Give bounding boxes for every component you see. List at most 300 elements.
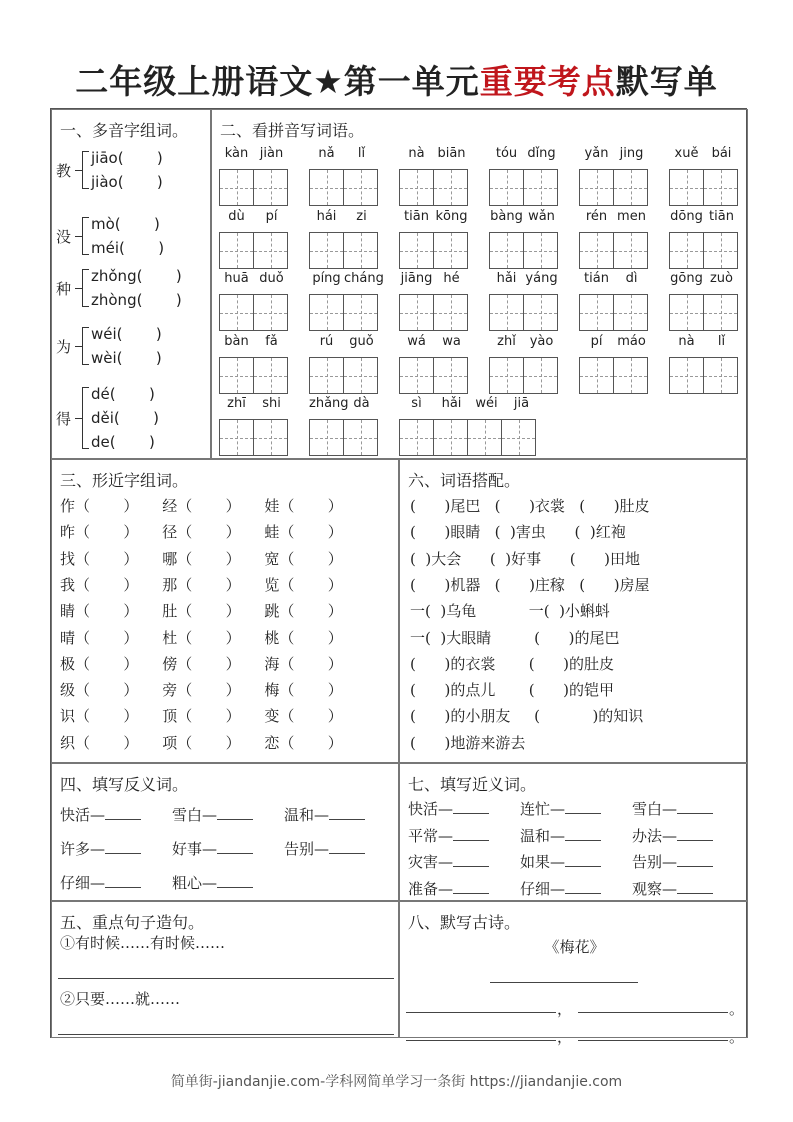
answer-blank[interactable] xyxy=(677,827,713,841)
writing-cell[interactable] xyxy=(489,169,524,206)
word-label: 观察— xyxy=(632,879,678,898)
writing-cell[interactable] xyxy=(579,294,614,331)
answer-blank[interactable] xyxy=(453,800,489,814)
tianzige-boxes xyxy=(399,169,469,206)
writing-cell[interactable] xyxy=(343,294,378,331)
writing-cell[interactable] xyxy=(399,419,434,456)
writing-cell[interactable] xyxy=(613,169,648,206)
word-label: 雪白— xyxy=(632,800,678,818)
tianzige-boxes xyxy=(399,419,539,456)
pinyin-word xyxy=(309,209,379,269)
polyphone-char: 没 xyxy=(56,227,72,246)
pinyin-syllable: wéi xyxy=(475,396,498,411)
pinyin-word xyxy=(669,271,739,331)
tianzige-boxes xyxy=(399,294,469,331)
readings xyxy=(91,146,163,194)
answer-blank[interactable] xyxy=(329,806,365,820)
writing-cell[interactable] xyxy=(579,169,614,206)
answer-blank[interactable] xyxy=(217,874,253,888)
fill-item[interactable] xyxy=(172,872,253,893)
pinyin-word xyxy=(669,334,739,394)
list-row[interactable]: 识（ ） 顶（ ） 变（ ） xyxy=(60,707,343,726)
writing-cell[interactable] xyxy=(613,357,648,394)
fill-item[interactable] xyxy=(172,804,253,825)
polyphone-item xyxy=(56,212,164,260)
section-similar-chars xyxy=(51,459,399,763)
writing-cell[interactable] xyxy=(253,419,288,456)
poem-punct: ， xyxy=(557,1028,573,1046)
pinyin-word xyxy=(309,396,379,456)
fill-item[interactable] xyxy=(284,804,365,825)
pinyin xyxy=(489,271,559,287)
word-label: 仔细— xyxy=(60,874,106,892)
writing-cell[interactable] xyxy=(489,357,524,394)
section-heading: 四、填写反义词。 xyxy=(60,775,189,794)
pinyin xyxy=(399,146,469,162)
pinyin xyxy=(219,209,289,225)
pinyin-syllable: yáng xyxy=(525,271,558,286)
answer-blank[interactable] xyxy=(453,880,489,894)
writing-cell[interactable] xyxy=(703,169,738,206)
pinyin-syllable: kōng xyxy=(435,209,468,224)
list-row[interactable]: 级（ ） 旁（ ） 梅（ ） xyxy=(60,681,343,700)
sentence-answer-line[interactable] xyxy=(58,1034,394,1035)
pinyin xyxy=(489,334,559,350)
pinyin-syllable: guǒ xyxy=(349,334,374,349)
list-row[interactable]: 极（ ） 傍（ ） 海（ ） xyxy=(60,654,343,673)
writing-cell[interactable] xyxy=(219,169,254,206)
fill-item[interactable] xyxy=(520,825,601,846)
writing-cell[interactable] xyxy=(219,232,254,269)
section-heading: 五、重点句子造句。 xyxy=(60,913,205,932)
pinyin-syllable: wa xyxy=(442,334,461,349)
pinyin xyxy=(669,209,739,225)
fill-item[interactable] xyxy=(60,872,141,893)
pinyin-syllable: shi xyxy=(262,396,281,411)
list-row[interactable]: 一( )大眼睛 ( )的尾巴 xyxy=(410,628,620,647)
fill-item[interactable] xyxy=(408,851,489,872)
writing-cell[interactable] xyxy=(309,357,344,394)
fill-item[interactable] xyxy=(172,838,253,859)
poem-line[interactable] xyxy=(578,1040,728,1041)
tianzige-boxes xyxy=(489,357,559,394)
answer-blank[interactable] xyxy=(453,827,489,841)
fill-item[interactable] xyxy=(60,804,141,825)
writing-cell[interactable] xyxy=(343,419,378,456)
list-row[interactable]: ( )的小朋友 ( )的知识 xyxy=(410,707,644,726)
pinyin-word xyxy=(489,146,559,206)
pinyin-word xyxy=(219,271,289,331)
pinyin-syllable: wǎn xyxy=(528,209,555,224)
list-row[interactable]: 一( )乌龟 一( )小蝌蚪 xyxy=(410,602,610,621)
pinyin-syllable: bàn xyxy=(224,334,249,349)
polyphone-char: 为 xyxy=(56,337,72,356)
reading-blank[interactable]: děi( ) xyxy=(91,409,159,427)
pinyin-syllable: zhǐ xyxy=(497,334,516,349)
fill-item[interactable] xyxy=(520,798,601,819)
word-label: 告别— xyxy=(284,840,330,858)
pinyin-syllable: dì xyxy=(625,271,638,286)
writing-cell[interactable] xyxy=(309,169,344,206)
writing-cell[interactable] xyxy=(433,294,468,331)
word-label: 仔细— xyxy=(520,879,566,898)
writing-cell[interactable] xyxy=(219,357,254,394)
tianzige-boxes xyxy=(669,232,739,269)
tianzige-boxes xyxy=(669,169,739,206)
pinyin xyxy=(669,146,739,162)
writing-cell[interactable] xyxy=(467,419,502,456)
reading-blank[interactable]: mò( ) xyxy=(91,215,160,233)
pinyin-syllable: dōng xyxy=(670,209,703,224)
pinyin-syllable: hé xyxy=(443,271,460,286)
pinyin-syllable: huā xyxy=(224,271,249,286)
title-main: 二年级上册语文★第一单元 xyxy=(75,62,480,101)
poem-line[interactable] xyxy=(406,1040,556,1041)
pinyin-syllable: jiàn xyxy=(259,146,284,161)
word-label: 许多— xyxy=(60,840,106,858)
polyphone-char: 教 xyxy=(56,161,72,180)
word-label: 雪白— xyxy=(172,806,218,824)
list-row[interactable]: 昨（ ） 径（ ） 蛙（ ） xyxy=(60,523,343,542)
pinyin-syllable: yào xyxy=(529,334,554,349)
writing-cell[interactable] xyxy=(523,169,558,206)
pinyin-syllable: dù xyxy=(228,209,245,224)
pinyin-syllable: bàng xyxy=(490,209,523,224)
list-row[interactable]: 我（ ） 那（ ） 览（ ） xyxy=(60,575,343,594)
poem-line[interactable] xyxy=(578,1012,728,1013)
title-end: 默写单 xyxy=(615,62,718,101)
list-row[interactable]: 作（ ） 经（ ） 娃（ ） xyxy=(60,497,343,515)
readings xyxy=(91,212,164,260)
pinyin-syllable: nà xyxy=(678,334,695,349)
pinyin-syllable: rén xyxy=(585,209,608,224)
pinyin-syllable: píng xyxy=(312,271,341,286)
writing-cell[interactable] xyxy=(489,232,524,269)
fill-item[interactable] xyxy=(284,838,365,859)
brace-icon xyxy=(82,151,89,189)
pinyin-word xyxy=(399,146,469,206)
pinyin xyxy=(669,334,739,350)
pinyin-syllable: tóu xyxy=(495,146,518,161)
worksheet xyxy=(50,108,747,1046)
answer-blank[interactable] xyxy=(565,800,601,814)
pinyin-syllable: xuě xyxy=(674,146,699,161)
fill-item[interactable] xyxy=(632,851,713,872)
pinyin-syllable: fǎ xyxy=(265,334,278,349)
tianzige-boxes xyxy=(219,357,289,394)
brace-icon xyxy=(82,217,89,255)
list-row[interactable]: ( )眼睛 ( )害虫 ( )红袍 xyxy=(410,523,626,542)
word-label: 告别— xyxy=(632,853,678,871)
answer-blank[interactable] xyxy=(453,853,489,867)
writing-cell[interactable] xyxy=(343,232,378,269)
tianzige-boxes xyxy=(669,357,739,394)
pinyin-word xyxy=(309,146,379,206)
reading-blank[interactable]: jiāo( ) xyxy=(91,149,163,167)
pinyin xyxy=(219,146,289,162)
writing-cell[interactable] xyxy=(433,357,468,394)
answer-blank[interactable] xyxy=(677,800,713,814)
tianzige-boxes xyxy=(219,232,289,269)
tianzige-boxes xyxy=(309,357,379,394)
polyphone-char: 种 xyxy=(56,279,72,298)
pinyin-syllable: cháng xyxy=(344,271,384,286)
pinyin-word xyxy=(669,146,739,206)
writing-cell[interactable] xyxy=(703,294,738,331)
readings xyxy=(91,322,162,370)
tianzige-boxes xyxy=(579,169,649,206)
pinyin-syllable: tiān xyxy=(404,209,429,224)
section-heading: 七、填写近义词。 xyxy=(408,775,537,794)
tianzige-boxes xyxy=(579,232,649,269)
reading-blank[interactable]: wéi( ) xyxy=(91,325,162,343)
fill-item[interactable] xyxy=(520,851,601,872)
tianzige-boxes xyxy=(309,294,379,331)
tianzige-boxes xyxy=(669,294,739,331)
writing-cell[interactable] xyxy=(219,294,254,331)
word-label: 快活— xyxy=(60,806,106,824)
pinyin-word xyxy=(489,334,559,394)
list-row[interactable]: 睛（ ） 肚（ ） 跳（ ） xyxy=(60,602,343,621)
pinyin-word xyxy=(669,209,739,269)
word-label: 好事— xyxy=(172,840,218,858)
writing-cell[interactable] xyxy=(399,169,434,206)
pinyin-syllable: gōng xyxy=(670,271,703,286)
tianzige-boxes xyxy=(309,419,379,456)
answer-blank[interactable] xyxy=(565,853,601,867)
list-row[interactable]: ( )的衣裳 ( )的肚皮 xyxy=(410,654,615,673)
word-label: 如果— xyxy=(520,853,566,871)
section-poem xyxy=(399,901,748,1046)
writing-cell[interactable] xyxy=(253,232,288,269)
poem-punct: 。 xyxy=(729,1028,745,1046)
fill-item[interactable] xyxy=(632,878,713,899)
pinyin xyxy=(309,271,384,287)
writing-cell[interactable] xyxy=(669,294,704,331)
pinyin xyxy=(219,271,289,287)
writing-cell[interactable] xyxy=(669,357,704,394)
pinyin xyxy=(489,209,559,225)
poem-line[interactable] xyxy=(406,1012,556,1013)
fill-item[interactable] xyxy=(632,798,713,819)
pinyin-word xyxy=(399,209,469,269)
polyphone-item xyxy=(56,146,163,194)
reading-blank[interactable]: zhòng( ) xyxy=(91,291,182,309)
writing-cell[interactable] xyxy=(253,169,288,206)
pinyin xyxy=(309,396,379,412)
word-label: 办法— xyxy=(632,826,678,845)
polyphone-item xyxy=(56,264,182,312)
answer-blank[interactable] xyxy=(677,853,713,867)
pinyin-syllable: dǐng xyxy=(527,146,556,161)
poem-title-line[interactable] xyxy=(490,982,638,983)
section-sentences xyxy=(51,901,399,1038)
title-highlight: 重要考点 xyxy=(479,62,616,101)
writing-cell[interactable] xyxy=(523,294,558,331)
pinyin-word xyxy=(219,209,289,269)
word-label: 准备— xyxy=(408,879,454,898)
writing-cell[interactable] xyxy=(703,357,738,394)
writing-cell[interactable] xyxy=(433,419,468,456)
answer-blank[interactable] xyxy=(105,840,141,854)
pinyin-syllable: dà xyxy=(353,396,370,411)
word-label: 连忙— xyxy=(520,800,566,818)
section-heading: 三、形近字组词。 xyxy=(60,471,189,490)
fill-item[interactable] xyxy=(632,825,713,846)
sentence-prompt: ①有时候……有时候…… xyxy=(60,934,226,952)
pinyin-syllable: hǎi xyxy=(496,271,517,286)
pinyin-syllable: pí xyxy=(265,209,278,224)
answer-blank[interactable] xyxy=(677,880,713,894)
section-pinyin xyxy=(211,109,748,459)
writing-cell[interactable] xyxy=(579,232,614,269)
pinyin-syllable: kàn xyxy=(224,146,249,161)
tianzige-boxes xyxy=(219,294,289,331)
writing-cell[interactable] xyxy=(669,232,704,269)
tianzige-boxes xyxy=(489,169,559,206)
word-label: 温和— xyxy=(284,806,330,824)
word-label: 快活— xyxy=(408,800,454,818)
pinyin-syllable: lǐ xyxy=(717,334,726,349)
brace-icon xyxy=(82,327,89,365)
answer-blank[interactable] xyxy=(565,827,601,841)
writing-cell[interactable] xyxy=(523,357,558,394)
writing-cell[interactable] xyxy=(253,294,288,331)
writing-cell[interactable] xyxy=(489,294,524,331)
fill-item[interactable] xyxy=(408,825,489,846)
section-heading: 一、多音字组词。 xyxy=(60,121,189,140)
answer-blank[interactable] xyxy=(565,880,601,894)
writing-cell[interactable] xyxy=(309,294,344,331)
fill-item[interactable] xyxy=(520,878,601,899)
answer-blank[interactable] xyxy=(329,840,365,854)
pinyin xyxy=(219,396,289,412)
writing-cell[interactable] xyxy=(399,294,434,331)
sentence-prompt: ②只要……就…… xyxy=(60,990,181,1008)
brace-icon xyxy=(82,387,89,449)
pinyin-syllable: sì xyxy=(411,396,422,411)
pinyin xyxy=(309,334,379,350)
tianzige-boxes xyxy=(309,169,379,206)
section-synonyms xyxy=(399,763,748,901)
footer-watermark: 简单街-jiandanjie.com-学科网简单学习一条街 https://jiandanjie.com xyxy=(170,1074,623,1090)
pinyin-word xyxy=(219,396,289,456)
fill-item[interactable] xyxy=(408,798,489,819)
tianzige-boxes xyxy=(399,357,469,394)
list-row[interactable]: ( )地游来游去 xyxy=(410,733,526,752)
pinyin-word xyxy=(579,209,649,269)
pinyin xyxy=(579,146,649,162)
list-row[interactable]: ( )大会 ( )好事 ( )田地 xyxy=(410,549,641,568)
reading-blank[interactable]: wèi( ) xyxy=(91,349,162,367)
pinyin-word xyxy=(399,271,469,331)
pinyin-syllable: máo xyxy=(617,334,646,349)
pinyin-word xyxy=(579,334,649,394)
pinyin xyxy=(309,209,379,225)
reading-blank[interactable]: zhǒng( ) xyxy=(91,267,182,285)
answer-blank[interactable] xyxy=(217,840,253,854)
list-row[interactable]: 晴（ ） 杜（ ） 桃（ ） xyxy=(60,628,343,647)
pinyin xyxy=(309,146,379,162)
poem-punct: ， xyxy=(557,1000,573,1018)
tianzige-boxes xyxy=(309,232,379,269)
reading-blank[interactable]: de( ) xyxy=(91,433,155,451)
writing-cell[interactable] xyxy=(433,169,468,206)
fill-item[interactable] xyxy=(60,838,141,859)
pinyin-syllable: jiāng xyxy=(400,271,433,286)
pinyin-syllable: hái xyxy=(316,209,337,224)
pinyin-syllable: nà xyxy=(408,146,425,161)
reading-blank[interactable]: méi( ) xyxy=(91,239,165,257)
writing-cell[interactable] xyxy=(501,419,536,456)
polyphone-item xyxy=(56,322,162,370)
fill-item[interactable] xyxy=(408,878,489,899)
answer-blank[interactable] xyxy=(217,806,253,820)
reading-blank[interactable]: dé( ) xyxy=(91,385,155,403)
writing-cell[interactable] xyxy=(309,232,344,269)
writing-cell[interactable] xyxy=(309,419,344,456)
sentence-answer-line[interactable] xyxy=(58,978,394,979)
pinyin-word xyxy=(399,396,539,456)
pinyin-syllable: zhī xyxy=(227,396,246,411)
pinyin xyxy=(579,334,649,350)
pinyin-syllable: duǒ xyxy=(259,271,284,286)
list-row[interactable]: ( )机器 ( )庄稼 ( )房屋 xyxy=(410,575,650,594)
pinyin-syllable: tián xyxy=(584,271,609,286)
writing-cell[interactable] xyxy=(399,232,434,269)
writing-cell[interactable] xyxy=(343,169,378,206)
reading-blank[interactable]: jiào( ) xyxy=(91,173,163,191)
pinyin-syllable: zi xyxy=(356,209,367,224)
writing-cell[interactable] xyxy=(343,357,378,394)
writing-cell[interactable] xyxy=(703,232,738,269)
pinyin-syllable: bái xyxy=(711,146,732,161)
writing-cell[interactable] xyxy=(433,232,468,269)
writing-cell[interactable] xyxy=(613,232,648,269)
pinyin-word xyxy=(579,146,649,206)
list-row[interactable]: 织（ ） 项（ ） 恋（ ） xyxy=(60,733,343,752)
answer-blank[interactable] xyxy=(105,874,141,888)
list-row[interactable]: 找（ ） 哪（ ） 宽（ ） xyxy=(60,549,343,568)
section-polyphonic xyxy=(51,109,211,459)
pinyin-word xyxy=(399,334,469,394)
writing-cell[interactable] xyxy=(399,357,434,394)
pinyin xyxy=(399,334,469,350)
writing-cell[interactable] xyxy=(523,232,558,269)
list-row[interactable]: ( )的点儿 ( )的铠甲 xyxy=(410,681,615,700)
pinyin-syllable: men xyxy=(617,209,646,224)
writing-cell[interactable] xyxy=(579,357,614,394)
pinyin-syllable: biān xyxy=(437,146,466,161)
pinyin-syllable: yǎn xyxy=(584,146,609,161)
pinyin xyxy=(489,146,559,162)
pinyin-syllable: pí xyxy=(590,334,603,349)
word-label: 平常— xyxy=(408,826,454,845)
pinyin xyxy=(579,209,649,225)
writing-cell[interactable] xyxy=(219,419,254,456)
list-row[interactable]: ( )尾巴 ( )衣裳 ( )肚皮 xyxy=(410,497,650,515)
writing-cell[interactable] xyxy=(669,169,704,206)
section-word-matching xyxy=(399,459,748,763)
pinyin xyxy=(399,209,469,225)
writing-cell[interactable] xyxy=(253,357,288,394)
section-antonyms xyxy=(51,763,399,901)
answer-blank[interactable] xyxy=(105,806,141,820)
writing-cell[interactable] xyxy=(613,294,648,331)
pinyin-syllable: hǎi xyxy=(441,396,462,411)
pinyin-word xyxy=(579,271,649,331)
pinyin-syllable: wá xyxy=(407,334,426,349)
